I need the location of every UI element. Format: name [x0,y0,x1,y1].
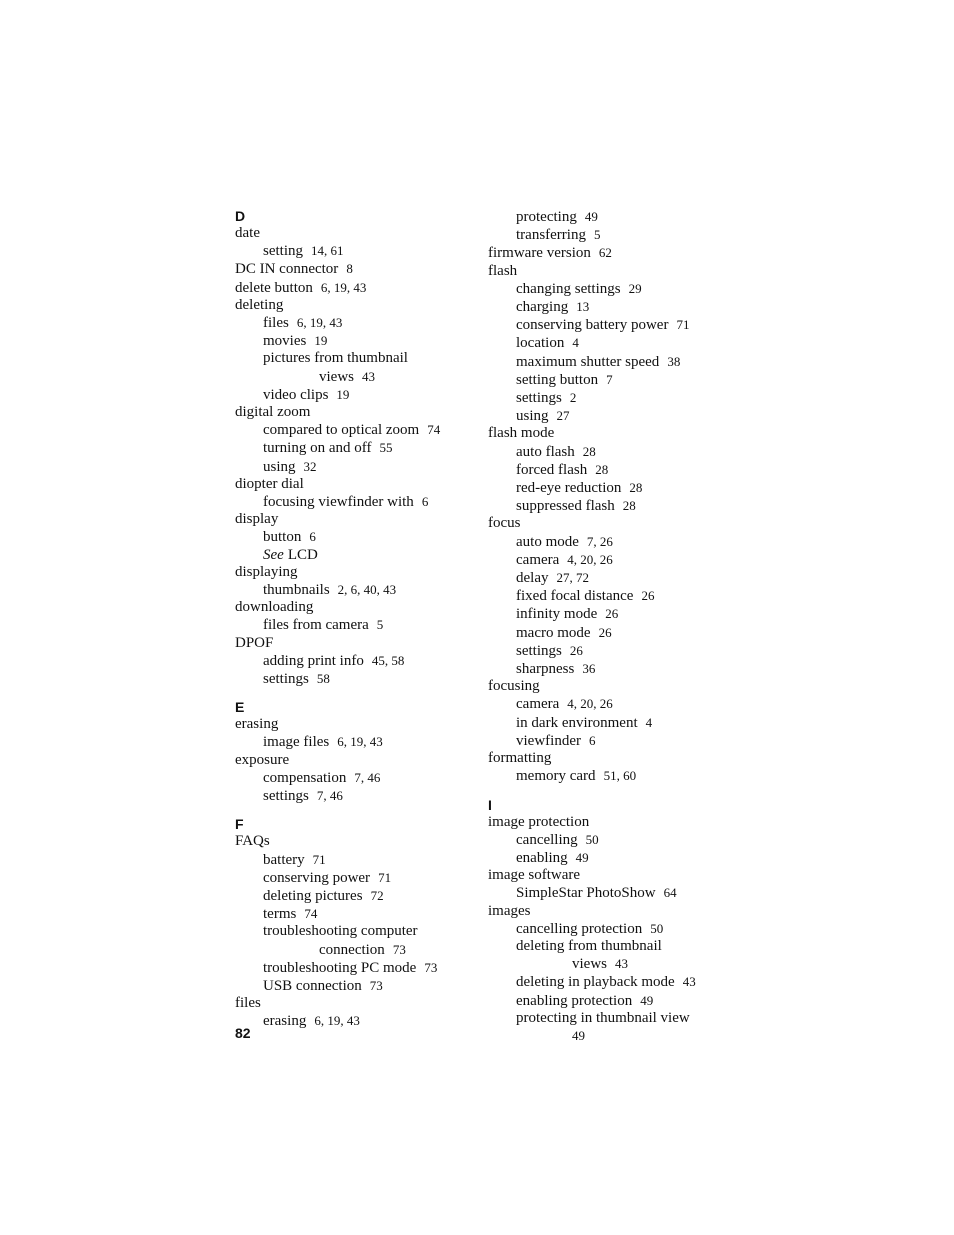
index-term: fixed focal distance [516,588,634,605]
index-column-left [235,208,475,1031]
page-reference: 7, 46 [354,769,381,785]
index-term: turning on and off [263,440,372,457]
index-term: location [516,335,565,352]
index-subentry [488,280,748,298]
index-term: downloading [235,599,314,616]
page-reference: 4 [572,335,579,351]
index-term: enabling protection [516,992,633,1009]
index-term: settings [263,671,309,688]
index-term: connection [319,941,385,958]
index-subentry [235,493,475,511]
index-term: focusing viewfinder with [263,494,414,511]
index-subentry [235,887,475,905]
see-reference: See [263,546,284,563]
index-entry [488,814,748,831]
index-term: LCD [287,546,318,563]
index-section-letter: I [488,796,492,813]
page-reference: 26 [605,606,619,622]
page-reference: 8 [346,261,353,277]
page-reference: 43 [682,974,696,990]
index-subentry [488,849,748,867]
page-reference: 5 [593,227,601,243]
page-reference: 4 [645,714,653,730]
index-term: USB connection [263,977,362,994]
index-term: terms [263,906,297,923]
index-term: red-eye reduction [516,480,622,497]
index-term: changing settings [516,280,621,297]
page-reference: 26 [569,642,583,658]
index-term: auto flash [516,443,575,460]
index-term: pictures from thumbnail [263,350,408,367]
index-subentry [488,642,748,660]
page-reference: 73 [369,977,383,993]
index-subentry [488,551,748,569]
index-entry [235,404,475,421]
index-term: protecting in thumbnail view [516,1009,690,1026]
index-subentry [235,652,475,670]
index-subentry [488,605,748,623]
index-entry [488,425,748,442]
index-term: deleting in playback mode [516,974,675,991]
index-term: deleting pictures [263,887,363,904]
index-section-letter: E [235,699,245,716]
index-term: forced flash [516,461,588,478]
page-reference: 5 [376,617,384,633]
index-term: diopter dial [235,475,304,492]
index-subentry [488,695,748,713]
page-reference: 38 [667,353,681,369]
index-subentry [235,528,475,546]
index-entry [235,476,475,493]
index-entry [235,995,475,1012]
index-subentry [235,733,475,751]
page-reference: 28 [582,443,596,459]
index-subentry [235,869,475,887]
index-term: display [235,511,279,528]
page-reference: 43 [615,956,628,972]
index-subentry [235,1012,475,1030]
index-entry [488,263,748,280]
index-term: suppressed flash [516,498,615,515]
page-reference: 49 [572,1027,585,1043]
page-reference: 71 [676,317,690,333]
page-reference: 45, 58 [371,652,405,668]
index-term: troubleshooting PC mode [263,959,417,976]
page-reference: 13 [576,299,590,315]
index-term: DPOF [235,634,274,651]
index-term: deleting [235,296,284,313]
index-subentry [235,421,475,439]
index-term: using [516,408,549,425]
index-subentry [488,353,748,371]
page-reference: 55 [379,440,393,456]
index-term: digital zoom [235,404,311,421]
page-reference: 7 [606,371,613,387]
index-subentry [488,938,748,955]
page-reference: 27 [556,408,570,424]
page-reference: 50 [650,920,664,936]
index-term: battery [263,851,305,868]
index-term: image protection [488,813,590,830]
index-subentry [488,371,748,389]
index-term: FAQs [235,833,270,850]
index-term: formatting [488,750,552,767]
index-subentry [235,581,475,599]
index-entry [235,564,475,581]
index-term: compared to optical zoom [263,422,420,439]
index-subentry [488,208,748,226]
index-term: camera [516,551,560,568]
page-reference: 26 [598,624,612,640]
index-entry [235,279,475,297]
index-subentry [488,407,748,425]
index-term: settings [516,390,562,407]
index-term: transferring [516,227,586,244]
index-subentry [488,316,748,334]
index-entry [235,635,475,652]
index-subentry [488,533,748,551]
page-reference: 26 [641,588,655,604]
index-term: protecting [516,209,577,225]
index-entry [235,752,475,769]
index-term: deleting from thumbnail [516,937,662,954]
section-spacer [235,805,475,816]
index-section-letter: F [235,816,244,833]
index-term: setting button [516,371,599,388]
page-reference: 50 [585,831,599,847]
index-term: button [263,529,302,546]
page-reference: 28 [629,480,643,496]
index-entry [488,678,748,695]
index-term: troubleshooting computer [263,923,418,940]
page-reference: 64 [663,885,677,901]
page-reference: 74 [304,906,318,922]
index-column-right [488,208,748,1045]
index-term: using [263,458,296,475]
page-reference: 7, 26 [586,533,613,549]
page-reference: 28 [595,461,609,477]
page-reference: 4, 20, 26 [567,551,613,567]
index-entry [235,511,475,528]
page-reference: 51, 60 [603,768,637,784]
index-term: setting [263,243,303,260]
index-subentry [235,242,475,260]
page-reference: 29 [628,280,642,296]
index-term: camera [516,696,560,713]
index-subentry [488,497,748,515]
page-reference: 27, 72 [556,570,589,586]
index-subentry [488,298,748,316]
page-reference: 58 [316,671,330,687]
index-term: charging [516,299,569,316]
index-entry [235,716,475,733]
page-reference: 49 [584,209,598,224]
index-term: compensation [263,769,347,786]
index-subentry [488,660,748,678]
page-reference: 7, 46 [316,788,343,804]
page-reference: 6, 19, 43 [337,734,383,750]
page-reference: 2, 6, 40, 43 [337,582,397,598]
page-reference: 6, 19, 43 [296,315,343,331]
index-term: movies [263,333,307,350]
index-subentry [488,732,748,750]
page-reference: 72 [370,887,384,903]
index-subentry [488,992,748,1010]
index-subentry [235,439,475,457]
index-subentry [488,587,748,605]
index-subentry [235,314,475,332]
page-reference: 32 [303,458,317,474]
index-term: date [235,225,260,241]
index-term: files from camera [263,617,369,634]
page-reference: 6 [588,732,596,748]
index-entry [235,833,475,850]
page-reference: 4, 20, 26 [567,696,613,712]
index-entry [235,225,475,242]
index-term: exposure [235,751,290,768]
index-subentry [235,959,475,977]
index-subentry [488,955,748,973]
index-subentry [488,973,748,991]
page-reference: 6 [309,529,316,545]
index-entry [488,750,748,767]
page-reference: 71 [312,851,326,867]
page-reference: 36 [582,661,596,677]
index-entry [488,244,748,262]
index-subentry [488,1010,748,1027]
index-section-letter: D [235,208,246,224]
index-subentry [235,616,475,634]
index-subentry [488,767,748,785]
index-term: DC IN connector [235,261,339,278]
section-spacer [235,688,475,699]
index-term: cancelling protection [516,920,643,937]
page-reference: 28 [622,498,636,514]
index-term: images [488,902,531,919]
index-term: macro mode [516,624,591,641]
index-term: views [319,368,354,385]
page-reference: 73 [392,941,406,957]
index-term: delete button [235,279,313,296]
index-subentry [488,461,748,479]
index-term: erasing [263,1013,307,1030]
index-entry [235,297,475,314]
page-reference: 6, 19, 43 [320,279,367,295]
index-term: displaying [235,563,298,580]
index-term: video clips [263,386,329,403]
page-number: 82 [235,1025,251,1041]
index-subentry [488,334,748,352]
index-term: thumbnails [263,582,330,599]
index-term: flash [488,262,518,279]
index-entry [235,599,475,616]
index-subentry [488,1027,748,1045]
page-reference: 43 [362,368,375,384]
index-term: firmware version [488,245,591,262]
index-term: image files [263,734,330,751]
index-term: sharpness [516,661,575,678]
page-reference: 74 [427,422,441,438]
index-term: conserving battery power [516,317,669,334]
index-term: delay [516,570,549,587]
index-term: focus [488,515,521,532]
index-subentry [235,547,475,564]
index-subentry [488,920,748,938]
index-subentry [235,851,475,869]
index-entry [235,260,475,278]
index-subentry [488,569,748,587]
index-subentry [235,787,475,805]
index-subentry [235,769,475,787]
index-subentry [235,905,475,923]
index-subentry [235,941,475,959]
index-term: maximum shutter speed [516,353,660,370]
index-term: adding print info [263,652,364,669]
index-subentry [488,884,748,902]
index-term: files [263,315,289,332]
index-term: flash mode [488,425,555,442]
index-term: settings [263,788,309,805]
page-reference: 14, 61 [311,243,344,259]
index-term: infinity mode [516,606,598,623]
index-subentry [488,226,748,244]
page-reference: 6 [421,494,429,510]
index-term: viewfinder [516,732,581,749]
index-term: focusing [488,678,540,695]
index-subentry [235,386,475,404]
page-reference: 49 [575,849,589,865]
page-reference: 19 [336,386,350,402]
index-term: conserving power [263,869,371,886]
index-subentry [235,332,475,350]
index-subentry [235,977,475,995]
index-subentry [488,714,748,732]
page-reference: 49 [640,992,654,1008]
index-subentry [488,479,748,497]
index-term: SimpleStar PhotoShow [516,885,656,902]
index-term: in dark environment [516,714,638,731]
page-reference: 62 [598,245,612,261]
page-reference: 71 [378,869,392,885]
index-term: image software [488,867,581,884]
index-subentry [488,624,748,642]
index-subentry [235,923,475,940]
page-reference: 19 [314,333,328,349]
section-spacer [488,786,748,797]
index-entry [488,515,748,532]
index-subentry [235,350,475,367]
index-entry [488,903,748,920]
index-subentry [488,443,748,461]
index-entry [488,867,748,884]
index-term: enabling [516,849,568,866]
page-reference: 6, 19, 43 [314,1013,360,1029]
index-subentry [235,368,475,386]
index-term: auto mode [516,533,579,550]
index-subentry [488,389,748,407]
index-term: erasing [235,716,279,733]
index-term: views [572,956,607,973]
index-term: settings [516,642,562,659]
index-term: cancelling [516,831,578,848]
page-reference: 73 [424,959,438,975]
page-reference: 2 [569,390,577,406]
index-subentry [235,458,475,476]
index-term: files [235,995,261,1012]
index-subentry [488,831,748,849]
index-subentry [235,670,475,688]
index-term: memory card [516,768,596,785]
